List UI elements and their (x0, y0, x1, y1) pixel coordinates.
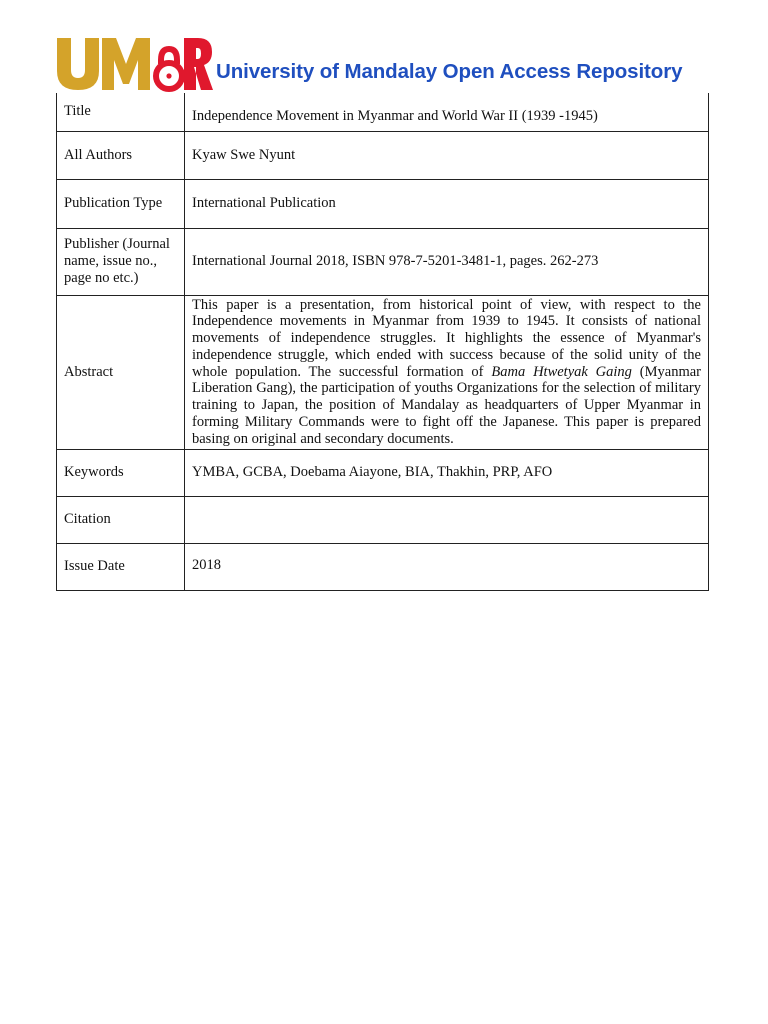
keywords-value: YMBA, GCBA, Doebama Aiayone, BIA, Thakhin, PRP, AFO (185, 449, 709, 496)
title-value: Independence Movement in Myanmar and World War II (1939 -1945) (185, 93, 709, 131)
umar-logo (54, 34, 214, 92)
publisher-label: Publisher (Journal name, issue no., page no etc.) (57, 228, 185, 295)
abstract-italic-term: Bama Htwetyak Gaing (491, 363, 632, 380)
authors-label: All Authors (57, 131, 185, 179)
table-row (57, 228, 709, 295)
abstract-value (185, 295, 709, 449)
publication-type-value: International Publication (185, 179, 709, 228)
publication-type-label: Publication Type (57, 179, 185, 228)
issue-date-value: 2018 (185, 543, 709, 590)
authors-value: Kyaw Swe Nyunt (185, 131, 709, 179)
repository-title: University of Mandalay Open Access Repository (216, 60, 683, 83)
issue-date-label: Issue Date (57, 543, 185, 590)
repository-header (54, 34, 714, 92)
table-row (57, 93, 709, 131)
abstract-text-part2: (Myanmar Liberation Gang), the participation of youths Organizations for the selection of military training to Japan, the position of Mandalay as headquarters of Upper Myanmar in forming Military Commands were to fight off the Japanese. This paper is prepared basing on original and secondary documents. (192, 363, 701, 447)
table-row (57, 496, 709, 543)
table-row (57, 449, 709, 496)
publisher-value: International Journal 2018, ISBN 978-7-5201-3481-1, pages. 262-273 (185, 228, 709, 295)
table-row (57, 295, 709, 449)
citation-label: Citation (57, 496, 185, 543)
abstract-label: Abstract (57, 295, 185, 449)
citation-value (185, 496, 709, 543)
record-metadata-table (56, 93, 709, 591)
table-row (57, 131, 709, 179)
abstract-text-part1: This paper is a presentation, from historical point of view, with respect to the Independence movements in Myanmar from 1939 to 1945. It consists of national movements of independence struggles. It highlights the essence of Myanmar's independence struggle, which ended with success because of the solid unity of the whole population. The successful formation of (192, 296, 701, 380)
keywords-label: Keywords (57, 449, 185, 496)
table-row (57, 543, 709, 590)
table-row (57, 179, 709, 228)
title-label: Title (57, 93, 185, 131)
